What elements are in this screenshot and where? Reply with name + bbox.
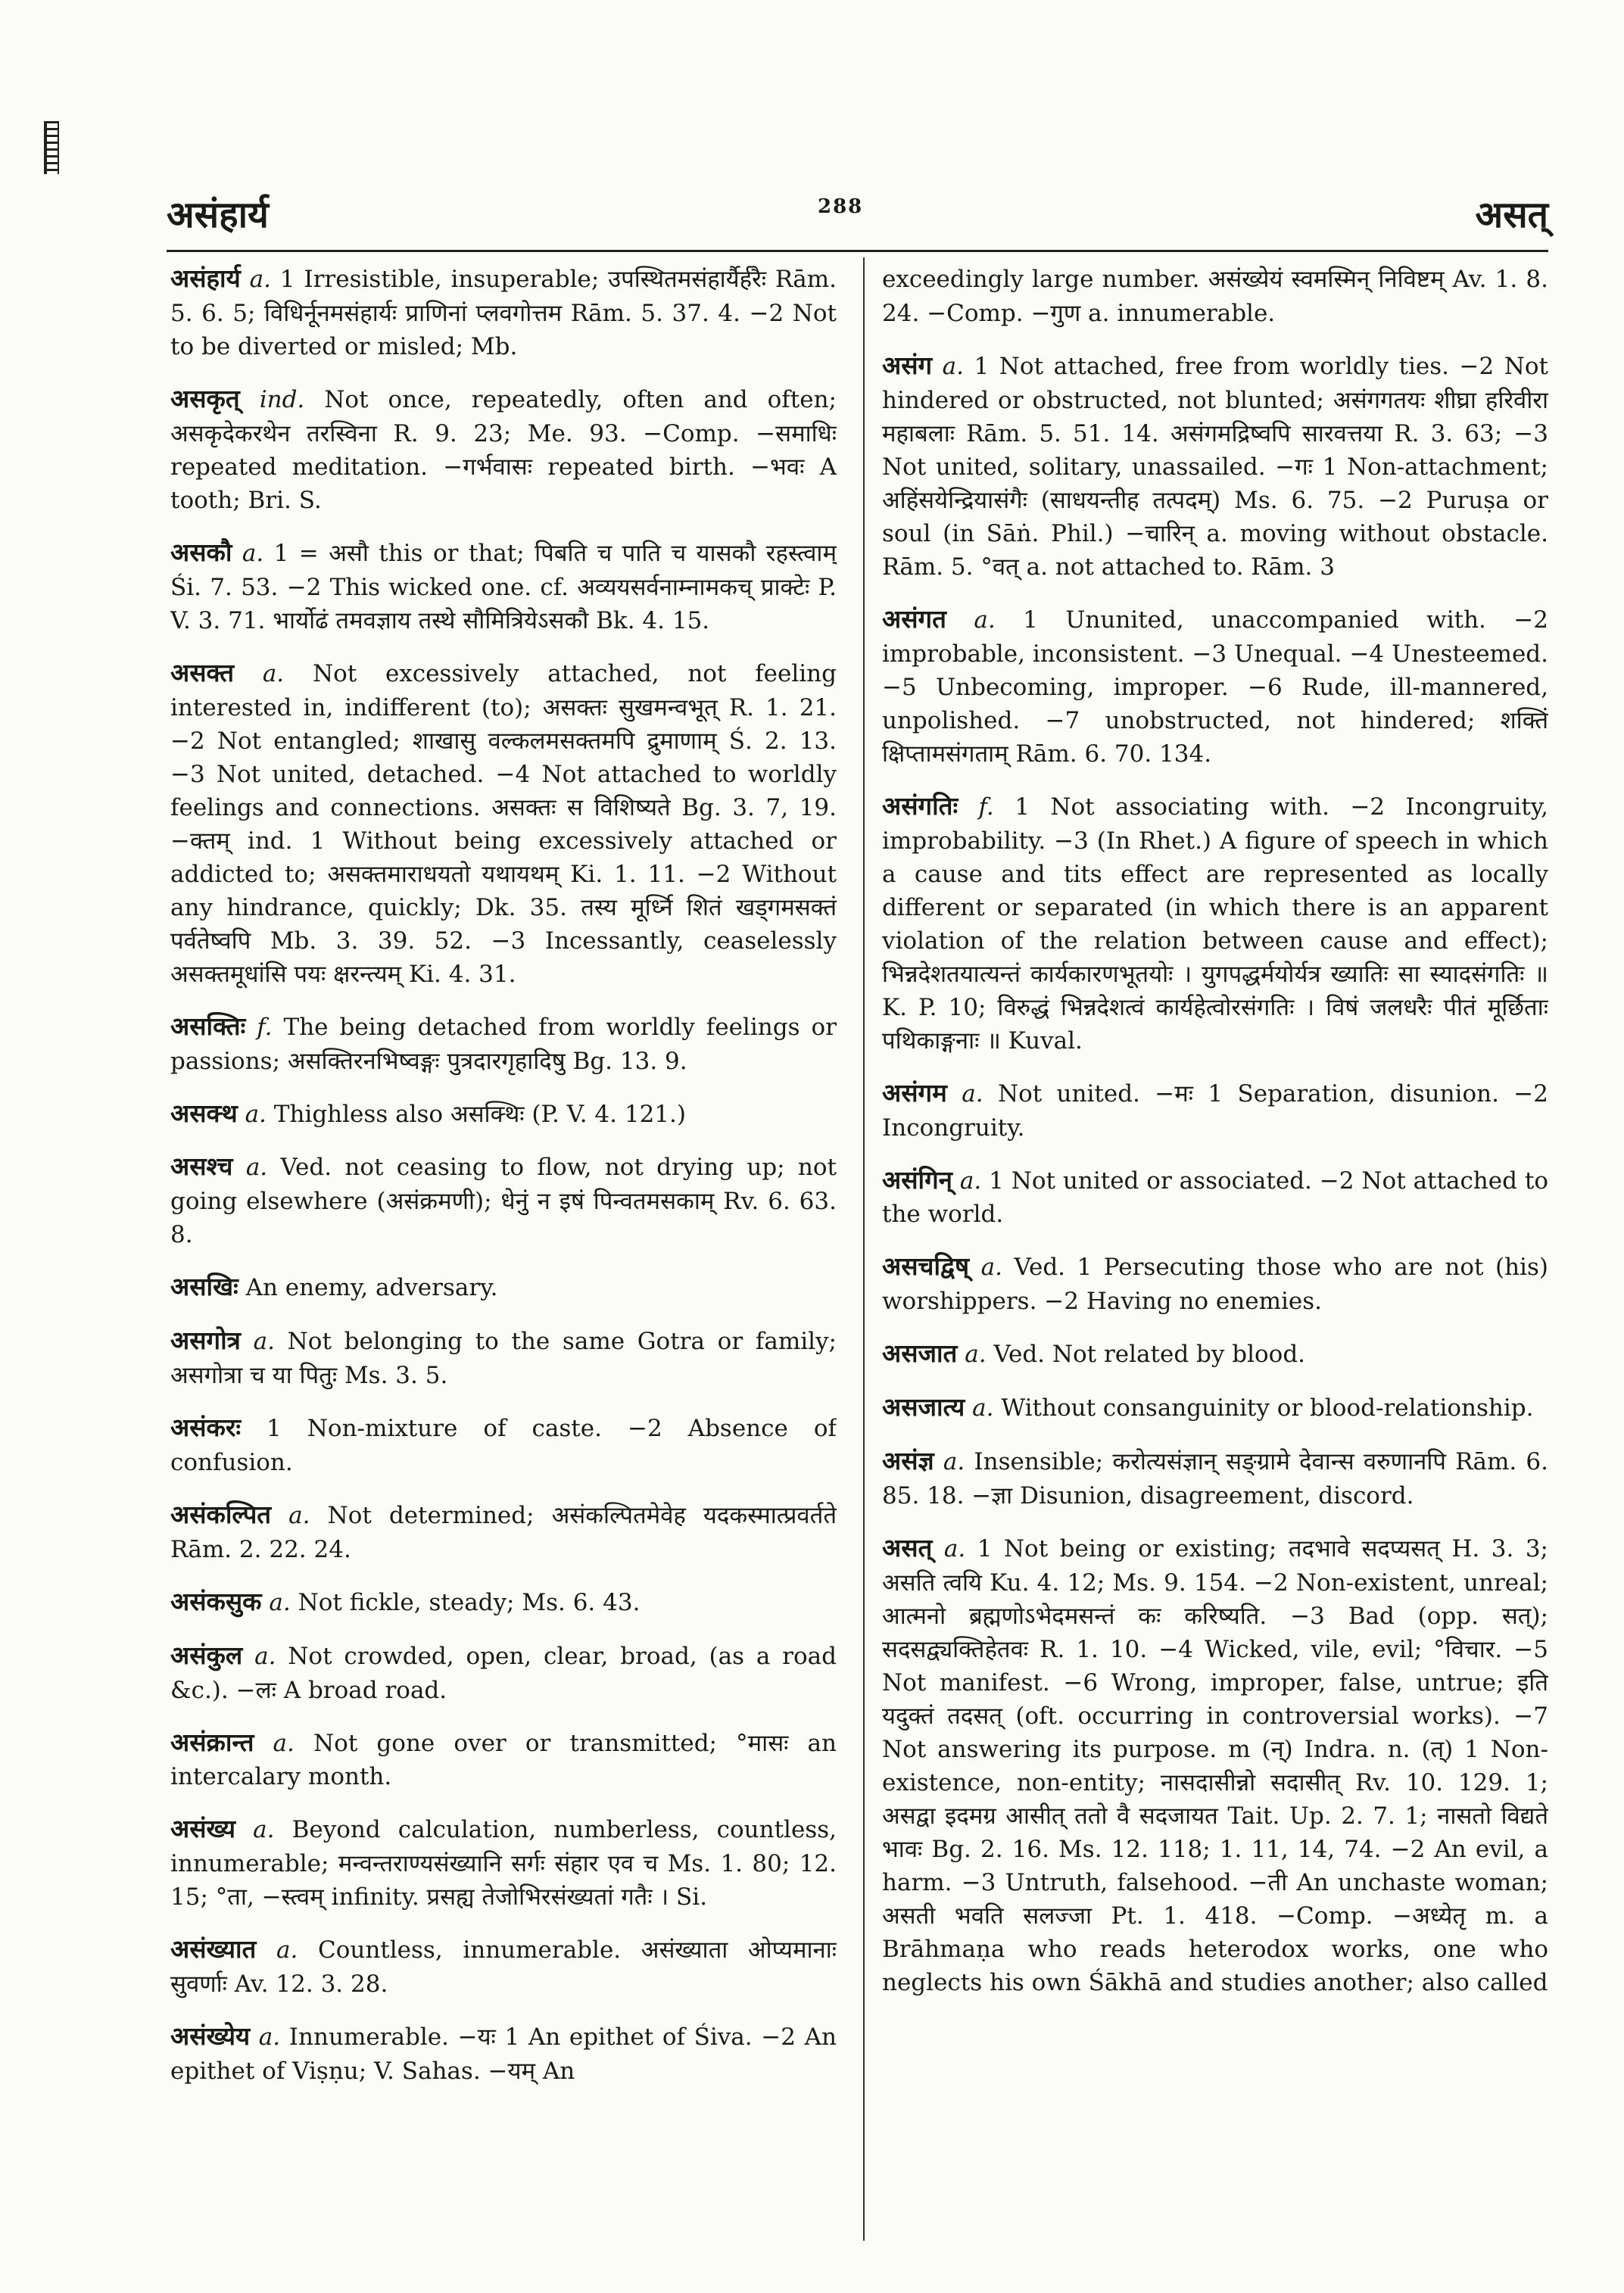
entry-text: 1 Not attached, free from worldly ties. −2 Not hindered or obstructed, not blunted; असंगगतयः शीघ्रा हरिवीरा महाबलाः Rām. 5. 51. 14. असंगमद्रिष्वपि सारवत्तया R. 3. 63; −3 Not united, solitary, unassailed. −गः 1 Non-attachment; अहिंसयेन्द्रियासंगैः (साधयन्तीह तत्पदम्) Ms. 6. 75. −2 Puruṣa or soul (in Sāṅ. Phil.) −चारिन् a. moving without obstacle. Rām. 5. °वत् a. not attached to. Rām. 3	[882, 352, 1548, 581]
grammar-label: f.	[978, 793, 994, 821]
entry-text: Innumerable. −यः 1 An epithet of Śiva. −2 An epithet of Viṣṇu; V. Sahas. −यम् An	[170, 2024, 837, 2086]
entry-text: Not fickle, steady; Ms. 6. 43.	[298, 1588, 641, 1616]
entry	[170, 656, 837, 991]
entry-text: Not united. −मः 1 Separation, disunion. −2 Incongruity.	[882, 1080, 1548, 1142]
headword: असकृत्	[170, 383, 240, 413]
grammar-label: a.	[258, 2024, 281, 2052]
entry	[882, 1531, 1548, 1999]
entry	[882, 1249, 1548, 1318]
entry	[882, 1444, 1548, 1513]
margin-binding-mark	[44, 121, 59, 174]
headword: असजात	[882, 1338, 958, 1369]
guide-word-left: असंहार्य	[167, 194, 269, 236]
grammar-label: a.	[972, 1394, 994, 1422]
grammar-label: a.	[245, 1100, 267, 1128]
entry	[882, 602, 1548, 771]
headword: असत्	[882, 1532, 933, 1562]
grammar-label: a.	[254, 1642, 276, 1670]
entry	[882, 1336, 1548, 1372]
headword: असंकल्पित	[170, 1499, 272, 1529]
headword: असश्च	[170, 1151, 233, 1182]
entry	[170, 1410, 837, 1479]
entry	[170, 1725, 837, 1794]
entry-text: Ved. not ceasing to flow, not drying up; not going elsewhere (असंक्रमणी); धेनुं न इषं पिन्वतमसकाम् Rv. 6. 63. 8.	[170, 1154, 837, 1249]
entry-text: Countless, innumerable. असंख्याता ओप्यमानाः सुवर्णाः Av. 12. 3. 28.	[170, 1936, 837, 1999]
entry	[882, 789, 1548, 1058]
grammar-label: a.	[269, 1588, 291, 1616]
grammar-label: ind.	[259, 385, 305, 413]
entry-text: Not once, repeatedly, often and often; असकृदेकरथेन तरस्विना R. 9. 23; Me. 93. −Comp. −समाधिः repeated meditation. −गर्भवासः repeated birth. −भवः A tooth; Bri. S.	[170, 385, 837, 514]
headword: असंगत	[882, 603, 946, 634]
entry-text: Not belonging to the same Gotra or family; असगोत्रा च या पितुः Ms. 3. 5.	[170, 1328, 837, 1390]
grammar-label: a.	[253, 1816, 275, 1844]
entry-text: 1 Non-mixture of caste. −2 Absence of confusion.	[170, 1415, 837, 1476]
headword: असंक्रान्त	[170, 1727, 254, 1757]
running-head	[167, 189, 1548, 242]
grammar-label: f.	[257, 1013, 273, 1041]
entry	[170, 1323, 837, 1392]
headword: असंगम	[882, 1077, 947, 1108]
headword: असंकरः	[170, 1413, 242, 1443]
entry-text: 1 Ununited, unaccompanied with. −2 improbable, inconsistent. −3 Unequal. −4 Unesteemed. −5 Unbecoming, improper. −6 Rude, ill-mannered, unpolished. −7 unobstructed, not hindered; शक्तिं क्षिप्तामसंगताम् Rām. 6. 70. 134.	[882, 606, 1548, 768]
entry-text: Beyond calculation, numberless, countless, innumerable; मन्वन्तराण्यसंख्यानि सर्गः संहार एव च Ms. 1. 80; 12. 15; °ता, −स्त्वम् infinity. प्रसह्य तेजोभिरसंख्यतां गतैः । Si.	[170, 1816, 837, 1911]
entry-text: Ved. Not related by blood.	[993, 1341, 1306, 1369]
entry-text: 1 Irresistible, insuperable; उपस्थितमसंहार्यैर्हरैः Rām. 5. 6. 5; विधिर्नूनमसंहार्यः प्राणिनां प्लवगोत्तम Rām. 5. 37. 4. −2 Not to be diverted or misled; Mb.	[170, 266, 837, 360]
headword: असंज्ञ	[882, 1446, 934, 1476]
entry	[882, 1076, 1548, 1145]
entry-text: Not gone over or transmitted; °मासः an intercalary month.	[170, 1729, 837, 1791]
left-column	[170, 261, 837, 2245]
grammar-label: a.	[943, 1448, 965, 1476]
entry	[882, 261, 1548, 330]
headword: असगोत्र	[170, 1326, 241, 1356]
grammar-label: a.	[253, 1328, 275, 1356]
grammar-label: a.	[288, 1501, 310, 1529]
grammar-label: a.	[942, 352, 964, 380]
headword: असंकसुक	[170, 1586, 262, 1616]
headword: असकौ	[170, 537, 232, 567]
entry-text: 1 Not united or associated. −2 Not attached to the world.	[882, 1167, 1548, 1229]
column-divider	[863, 257, 865, 2241]
entry	[170, 1096, 837, 1132]
entry	[170, 1009, 837, 1078]
headword: असंग	[882, 350, 933, 380]
entry-text: An enemy, adversary.	[245, 1274, 498, 1302]
grammar-label: a.	[980, 1254, 1002, 1282]
grammar-label: a.	[245, 1154, 268, 1182]
header-rule	[167, 250, 1548, 252]
entry	[170, 1270, 837, 1305]
entry-text: Thighless also असक्थिः (P. V. 4. 121.)	[273, 1100, 686, 1128]
page-number: 288	[818, 195, 864, 218]
entry	[170, 1812, 837, 1914]
headword: असंगिन्	[882, 1164, 952, 1195]
entry	[882, 1163, 1548, 1232]
entry-text: Without consanguinity or blood-relationship.	[1001, 1394, 1534, 1422]
entry	[170, 1932, 837, 2001]
headword: असखिः	[170, 1272, 238, 1302]
headword: असंगतिः	[882, 790, 959, 821]
headword: असंख्यात	[170, 1934, 257, 1964]
entry	[170, 1497, 837, 1566]
entry	[170, 382, 837, 517]
entry-text: Not crowded, open, clear, broad, (as a road &c.). −लः A broad road.	[170, 1642, 837, 1704]
guide-word-right: असत्	[1475, 194, 1548, 236]
entry-text: 1 = असौ this or that; पिबति च पाति च यासकौ रहस्त्वाम् Śi. 7. 53. −2 This wicked one. cf. अव्ययसर्वनाम्नामकच् प्राक्टेः P. V. 3. 71. भार्योढं तमवज्ञाय तस्थे सौमित्रियेऽसकौ Bk. 4. 15.	[170, 539, 837, 634]
entry-text: exceedingly large number. असंख्येयं स्वमस्मिन् निविष्टम् Av. 1. 8. 24. −Comp. −गुण a. innumerable.	[882, 266, 1548, 327]
headword: असचद्विष्	[882, 1251, 970, 1282]
grammar-label: a.	[273, 1729, 295, 1757]
entry	[882, 348, 1548, 584]
entry	[882, 1390, 1548, 1425]
grammar-label: a.	[965, 1341, 987, 1369]
entry-text: 1 Not being or existing; तदभावे सदप्यसत् H. 3. 3; असति त्वयि Ku. 4. 12; Ms. 9. 154. −2 Non-existent, unreal; आत्मनो ब्रह्मणोऽभेदमसन्तं कः करिष्यति. −3 Bad (opp. सत्); सदसद्व्यक्तिहेतवः R. 1. 10. −4 Wicked, vile, evil; °विचार. −5 Not manifest. −6 Wrong, improper, false, untrue; इति यदुक्तं तदसत् (oft. occurring in controversial works). −7 Not answering its purpose. m (न्) Indra. n. (त्) 1 Non-existence, non-entity; नासदासीन्नो सदासीत् Rv. 10. 129. 1; असद्वा इदमग्र आसीत् ततो वै सदजायत Tait. Up. 2. 7. 1; नासतो विद्यते भावः Bg. 2. 16. Ms. 12. 118; 1. 11, 14, 74. −2 An evil, a harm. −3 Untruth, falsehood. −ती An unchaste woman; असती भवति सलज्जा Pt. 1. 418. −Comp. −अध्येतृ m. a Brāhmaṇa who reads heterodox works, one who neglects his own Śākhā and studies another; also called	[882, 1534, 1548, 1996]
grammar-label: a.	[962, 1080, 983, 1108]
grammar-label: a.	[276, 1936, 298, 1964]
entry-text: Not excessively attached, not feeling interested in, indifferent (to); असक्तः सुखमन्वभूत् R. 1. 21. −2 Not entangled; शाखासु वल्कलमसक्तमपि द्रुमाणाम् Ś. 2. 13. −3 Not united, detached. −4 Not attached to worldly feelings and connections. असक्तः स विशिष्यते Bg. 3. 7, 19. −क्तम् ind. 1 Without being excessively attached or addicted to; असक्तमाराधयतो यथायथम् Ki. 1. 11. −2 Without any hindrance, quickly; Dk. 35. तस्य मूर्ध्नि शितं खड्गमसक्तं पर्वतेष्वपि Mb. 3. 39. 52. −3 Incessantly, ceaselessly असक्तमूधांसि पयः क्षरन्त्यम् Ki. 4. 31.	[170, 659, 837, 988]
headword: असंख्य	[170, 1814, 235, 1844]
headword: असजात्य	[882, 1392, 965, 1422]
entry-text: Not determined; असंकल्पितमेवेह यदकस्मात्प्रवर्तते Rām. 2. 22. 24.	[170, 1501, 837, 1563]
headword: असक्त	[170, 657, 235, 687]
headword: असक्थ	[170, 1098, 238, 1128]
grammar-label: a.	[943, 1534, 966, 1562]
headword: असंख्येय	[170, 2021, 251, 2052]
grammar-label: a.	[242, 539, 264, 567]
entry-text: Insensible; करोत्यसंज्ञान् सङ्ग्रामे देवान्स वरुणानपि Rām. 6. 85. 18. −ज्ञा Disunion, disagreement, discord.	[882, 1448, 1548, 1509]
grammar-label: a.	[974, 606, 996, 634]
entry	[170, 2019, 837, 2088]
entry-text: Ved. 1 Persecuting those who are not (his) worshippers. −2 Having no enemies.	[882, 1254, 1548, 1316]
entry-text: The being detached from worldly feelings or passions; असक्तिरनभिष्वङ्गः पुत्रदारगृहादिषु Bg. 13. 9.	[170, 1013, 837, 1075]
entry	[170, 1149, 837, 1251]
entry-text: 1 Not associating with. −2 Incongruity, improbability. −3 (In Rhet.) A figure of speech in which a cause and tits effect are represented as locally different or separated (in which there is an apparent violation of the relation between cause and effect); भिन्नदेशतयात्यन्तं कार्यकारणभूतयोः । युगपद्धर्मयोर्यत्र ख्यातिः सा स्यादसंगतिः ॥ K. P. 10; विरुद्धं भिन्नदेशत्वं कार्यहेत्वोरसंगतिः । विषं जलधरैः पीतं मूर्छिताः पथिकाङ्गनाः ॥ Kuval.	[882, 793, 1548, 1055]
headword: असंहार्य	[170, 263, 241, 293]
entry	[170, 1638, 837, 1707]
grammar-label: a.	[249, 266, 271, 293]
headword: असंकुल	[170, 1640, 243, 1670]
headword: असक्तिः	[170, 1011, 246, 1041]
entry	[170, 535, 837, 637]
entry	[170, 1584, 837, 1620]
grammar-label: a.	[262, 659, 285, 687]
entry	[170, 261, 837, 363]
grammar-label: a.	[959, 1167, 982, 1195]
right-column	[882, 261, 1548, 2245]
